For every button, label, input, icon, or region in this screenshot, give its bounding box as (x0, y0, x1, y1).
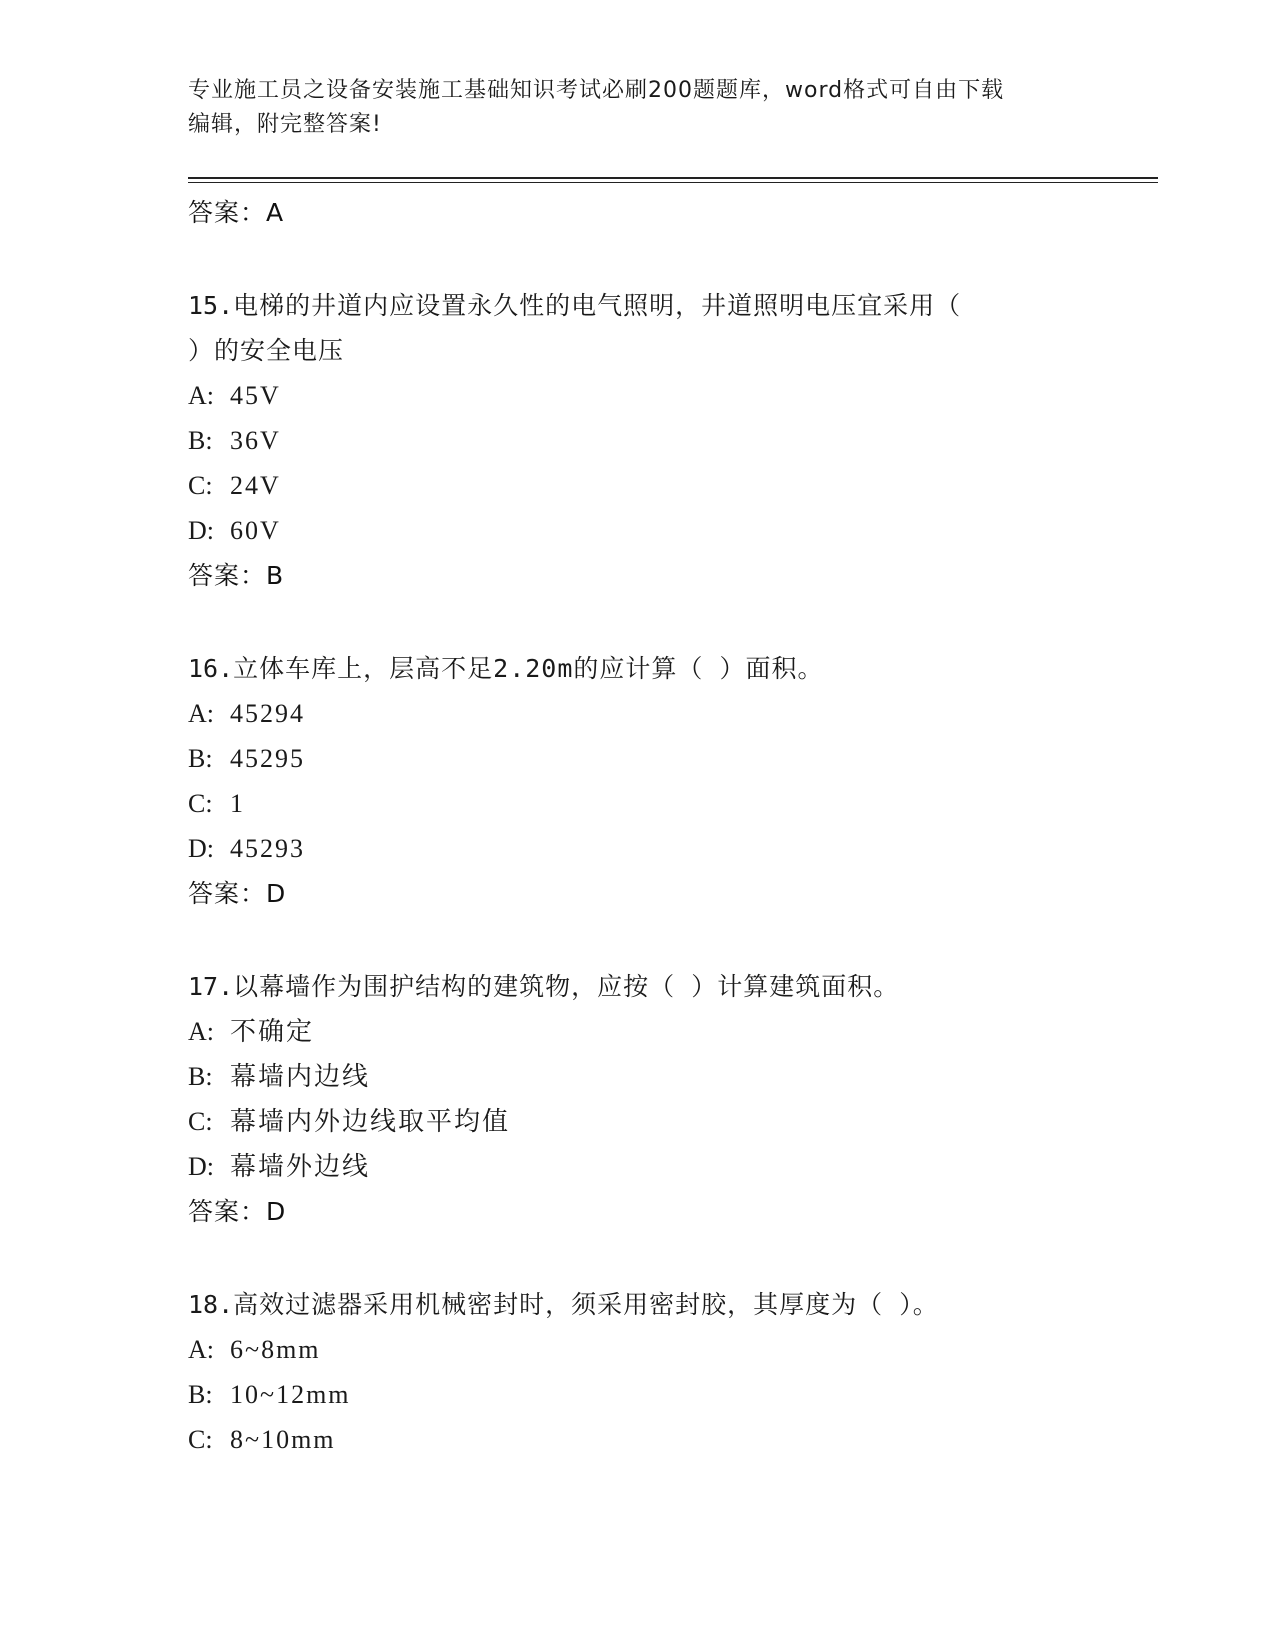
question-number: 16. (188, 654, 234, 683)
question-text-line-1: 以幕墙作为围护结构的建筑物，应按（ ）计算建筑面积。 (233, 972, 900, 1001)
option-text: 8~10mm (230, 1425, 336, 1454)
option-text: 36V (230, 426, 281, 455)
option-letter: C: (188, 1425, 213, 1454)
answer-line (188, 1189, 1088, 1235)
question-number: 17. (188, 972, 234, 1001)
option-text: 1 (230, 789, 245, 818)
question-number: 18. (188, 1290, 234, 1319)
answer-value: B (266, 561, 284, 590)
option-text: 6~8mm (230, 1335, 321, 1364)
option-letter: B: (188, 1380, 213, 1409)
question-block (188, 1282, 1088, 1462)
option-d (188, 508, 1088, 553)
question-stem (188, 283, 1088, 328)
answer-line (188, 553, 1088, 599)
header-divider-thin (188, 182, 1158, 183)
question-stem (188, 1282, 1088, 1327)
option-a (188, 1009, 1088, 1054)
question-number: 15. (188, 291, 234, 320)
option-letter: A: (188, 699, 214, 728)
option-text: 幕墙内边线 (230, 1062, 371, 1091)
question-text-line-1: 高效过滤器采用机械密封时，须采用密封胶，其厚度为（ ）。 (233, 1290, 939, 1319)
option-text: 幕墙外边线 (230, 1152, 371, 1181)
answer-label: 答案： (188, 198, 267, 227)
option-text: 45V (230, 381, 281, 410)
option-text: 45293 (230, 834, 305, 863)
question-text-line-1: 立体车库上，层高不足2.20m的应计算（ ）面积。 (233, 654, 824, 683)
option-a (188, 1327, 1088, 1372)
option-text: 10~12mm (230, 1380, 351, 1409)
question-gap (188, 917, 1088, 964)
option-c (188, 781, 1088, 826)
option-d (188, 826, 1088, 871)
header-title-line-1: 专业施工员之设备安装施工基础知识考试必刷200题题库，word格式可自由下载 (188, 78, 1005, 103)
answer-line (188, 871, 1088, 917)
question-gap (188, 236, 1088, 283)
option-letter: C: (188, 471, 213, 500)
question-text-line-1: 电梯的井道内应设置永久性的电气照明，井道照明电压宜采用（ (233, 291, 962, 320)
option-letter: A: (188, 1017, 214, 1046)
question-stem (188, 646, 1088, 691)
answer-value: A (266, 198, 284, 227)
answer-label: 答案： (188, 561, 267, 590)
option-c (188, 1099, 1088, 1144)
option-d (188, 1144, 1088, 1189)
answer-value: D (266, 879, 286, 908)
option-letter: B: (188, 1062, 213, 1091)
option-b (188, 1054, 1088, 1099)
option-text: 45294 (230, 699, 305, 728)
option-letter: A: (188, 1335, 214, 1364)
option-text: 45295 (230, 744, 305, 773)
answer-label: 答案： (188, 879, 267, 908)
option-letter: B: (188, 426, 213, 455)
option-b (188, 736, 1088, 781)
question-stem (188, 964, 1088, 1009)
header-title-line-2: 编辑，附完整答案! (188, 112, 382, 137)
option-text: 不确定 (230, 1017, 315, 1046)
option-b (188, 1372, 1088, 1417)
option-letter: D: (188, 516, 214, 545)
option-letter: D: (188, 1152, 214, 1181)
option-text: 幕墙内外边线取平均值 (230, 1107, 511, 1136)
option-c (188, 463, 1088, 508)
option-letter: C: (188, 1107, 213, 1136)
question-gap (188, 599, 1088, 646)
option-letter: D: (188, 834, 214, 863)
question-block (188, 646, 1088, 917)
option-letter: B: (188, 744, 213, 773)
question-text-line-2: ）的安全电压 (188, 336, 345, 365)
option-text: 24V (230, 471, 281, 500)
header-divider-thick (188, 177, 1158, 179)
option-a (188, 373, 1088, 418)
option-letter: A: (188, 381, 214, 410)
option-text: 60V (230, 516, 281, 545)
option-letter: C: (188, 789, 213, 818)
question-block (188, 964, 1088, 1235)
document-header (188, 74, 1088, 142)
question-list (188, 190, 1088, 1462)
option-a (188, 691, 1088, 736)
answer-label: 答案： (188, 1197, 267, 1226)
answer-line (188, 190, 1088, 236)
question-stem-continued (188, 328, 1088, 373)
question-gap (188, 1235, 1088, 1282)
option-b (188, 418, 1088, 463)
option-c (188, 1417, 1088, 1462)
answer-value: D (266, 1197, 286, 1226)
question-block (188, 283, 1088, 599)
